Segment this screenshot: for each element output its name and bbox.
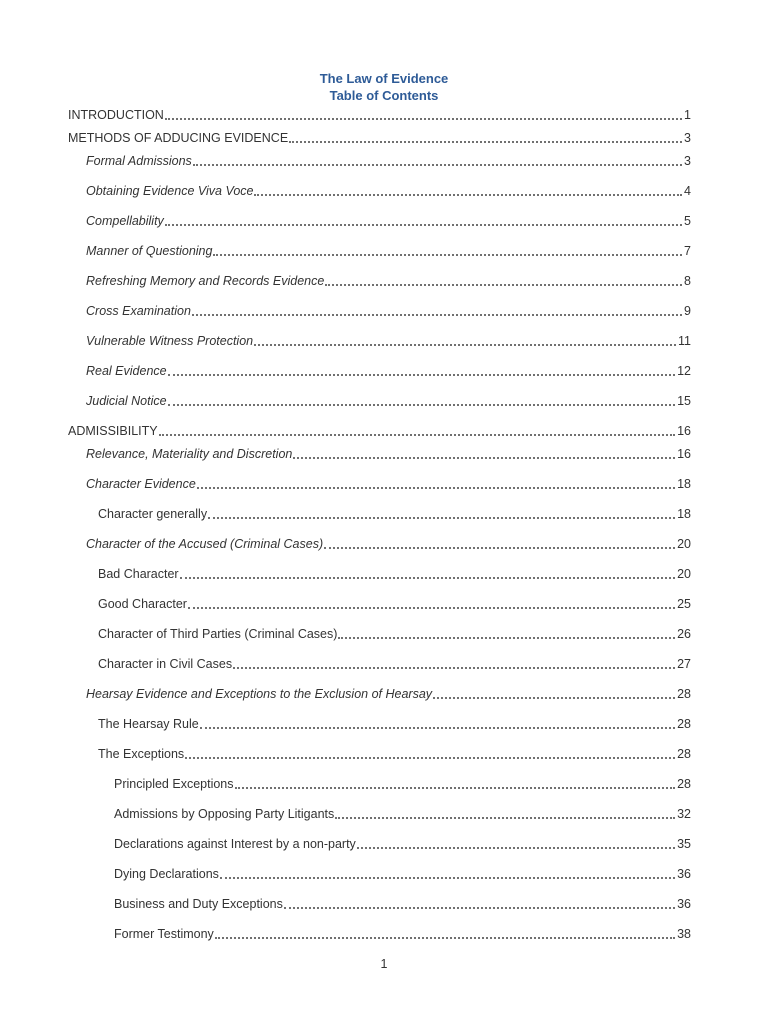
dot-leader (335, 817, 675, 819)
dot-leader (200, 727, 675, 729)
dot-leader (293, 457, 675, 459)
toc-entry-label: Judicial Notice (86, 394, 167, 408)
toc-entry[interactable] (68, 537, 691, 552)
dot-leader (220, 877, 675, 879)
toc-entry-label: Formal Admissions (86, 154, 192, 168)
dot-leader (215, 937, 675, 939)
toc-entry-label: Admissions by Opposing Party Litigants (114, 807, 335, 821)
toc-entry-page: 35 (677, 837, 691, 851)
dot-leader (235, 787, 676, 789)
toc-entry[interactable] (68, 597, 691, 612)
toc-entry-label: Character Evidence (86, 477, 196, 491)
toc-entry-label: Obtaining Evidence Viva Voce (86, 184, 254, 198)
toc-entry-page: 1 (684, 108, 691, 122)
toc-entry[interactable] (68, 304, 691, 319)
toc-entry-page: 3 (684, 154, 691, 168)
toc-entry-label: Principled Exceptions (114, 777, 234, 791)
toc-entry-label: Manner of Questioning (86, 244, 213, 258)
dot-leader (284, 907, 675, 909)
toc-entry-page: 18 (677, 507, 691, 521)
toc-entry[interactable] (68, 777, 691, 792)
toc-entry-page: 7 (684, 244, 691, 258)
toc-entry-label: Character generally (98, 507, 208, 521)
toc-entry-label: Dying Declarations (114, 867, 219, 881)
toc-entry-page: 38 (677, 927, 691, 941)
document-header (0, 0, 768, 104)
toc-entry-label: Character of the Accused (Criminal Cases) (86, 537, 324, 551)
dot-leader (197, 487, 675, 489)
toc-entry-label: Declarations against Interest by a non-party (114, 837, 356, 851)
toc-entry[interactable] (68, 108, 691, 123)
toc-entry-page: 36 (677, 867, 691, 881)
toc-entry[interactable] (68, 244, 691, 259)
dot-leader (233, 667, 675, 669)
toc-entry-label: Good Character (98, 597, 187, 611)
dot-leader (165, 224, 682, 226)
toc-entry[interactable] (68, 131, 691, 146)
dot-leader (433, 697, 675, 699)
toc-entry[interactable] (68, 807, 691, 822)
toc-entry-label: Character of Third Parties (Criminal Cases) (98, 627, 338, 641)
toc-entry-page: 16 (677, 447, 691, 461)
document-subtitle: Table of Contents (329, 88, 439, 103)
toc-entry-page: 20 (677, 537, 691, 551)
toc-entry[interactable] (68, 214, 691, 229)
toc-entry-label: Former Testimony (114, 927, 214, 941)
dot-leader (208, 517, 675, 519)
dot-leader (325, 284, 682, 286)
toc-entry-page: 11 (678, 334, 691, 348)
toc-entry-page: 28 (677, 777, 691, 791)
toc-entry-page: 16 (677, 424, 691, 438)
toc-entry[interactable] (68, 274, 691, 289)
toc-entry-page: 25 (677, 597, 691, 611)
dot-leader (357, 847, 675, 849)
dot-leader (324, 547, 675, 549)
toc-entry-page: 18 (677, 477, 691, 491)
toc-entry-label: Business and Duty Exceptions (114, 897, 283, 911)
dot-leader (289, 141, 682, 143)
dot-leader (193, 164, 682, 166)
dot-leader (188, 607, 675, 609)
toc-entry[interactable] (68, 447, 691, 462)
toc-entry-page: 32 (677, 807, 691, 821)
toc-entry-page: 36 (677, 897, 691, 911)
toc-entry-label: Relevance, Materiality and Discretion (86, 447, 293, 461)
page-footer (0, 957, 768, 972)
toc-entry[interactable] (68, 507, 691, 522)
toc-entry[interactable] (68, 567, 691, 582)
toc-entry-label: METHODS OF ADDUCING EVIDENCE (68, 131, 289, 145)
toc-entry-label: Compellability (86, 214, 164, 228)
toc-entry-page: 28 (677, 747, 691, 761)
toc-entry-label: Refreshing Memory and Records Evidence (86, 274, 325, 288)
toc-entry-page: 26 (677, 627, 691, 641)
toc-entry[interactable] (68, 867, 691, 882)
toc-entry[interactable] (68, 477, 691, 492)
toc-entry[interactable] (68, 657, 691, 672)
toc-entry[interactable] (68, 364, 691, 379)
dot-leader (185, 757, 675, 759)
toc-entry[interactable] (68, 747, 691, 762)
document-title: The Law of Evidence (319, 71, 449, 86)
toc-entry-label: Real Evidence (86, 364, 167, 378)
toc-entry-page: 28 (677, 687, 691, 701)
toc-entry[interactable] (68, 154, 691, 169)
toc-entry[interactable] (68, 394, 691, 409)
toc-entry-label: INTRODUCTION (68, 108, 164, 122)
footer-page-number: 1 (380, 957, 388, 971)
toc-entry-page: 5 (684, 214, 691, 228)
toc-entry-page: 20 (677, 567, 691, 581)
toc-entry[interactable] (68, 687, 691, 702)
toc-entry-page: 12 (677, 364, 691, 378)
dot-leader (192, 314, 682, 316)
toc-entry[interactable] (68, 424, 691, 439)
toc-entry-page: 4 (684, 184, 691, 198)
dot-leader (165, 118, 682, 120)
toc-entry-page: 8 (684, 274, 691, 288)
toc-entry[interactable] (68, 717, 691, 732)
toc-entry[interactable] (68, 334, 691, 349)
toc-entry-label: Bad Character (98, 567, 179, 581)
dot-leader (254, 344, 676, 346)
dot-leader (254, 194, 682, 196)
toc-entry-label: ADMISSIBILITY (68, 424, 158, 438)
toc-entry-label: Hearsay Evidence and Exceptions to the Exclusion of Hearsay (86, 687, 433, 701)
dot-leader (168, 374, 675, 376)
toc-entry-page: 28 (677, 717, 691, 731)
toc-entry-label: Vulnerable Witness Protection (86, 334, 254, 348)
toc-entry-label: Character in Civil Cases (98, 657, 233, 671)
toc-entry[interactable] (68, 927, 691, 942)
dot-leader (338, 637, 675, 639)
toc-entry-page: 3 (684, 131, 691, 145)
toc-entry[interactable] (68, 897, 691, 912)
toc-entry-label: Cross Examination (86, 304, 191, 318)
dot-leader (180, 577, 675, 579)
toc-entry[interactable] (68, 184, 691, 199)
toc-entry[interactable] (68, 627, 691, 642)
toc-entry-page: 15 (677, 394, 691, 408)
dot-leader (159, 434, 675, 436)
table-of-contents (68, 108, 691, 942)
toc-entry-label: The Exceptions (98, 747, 185, 761)
toc-entry-label: The Hearsay Rule (98, 717, 199, 731)
toc-entry-page: 27 (677, 657, 691, 671)
toc-entry-page: 9 (684, 304, 691, 318)
dot-leader (168, 404, 676, 406)
toc-entry[interactable] (68, 837, 691, 852)
dot-leader (213, 254, 682, 256)
